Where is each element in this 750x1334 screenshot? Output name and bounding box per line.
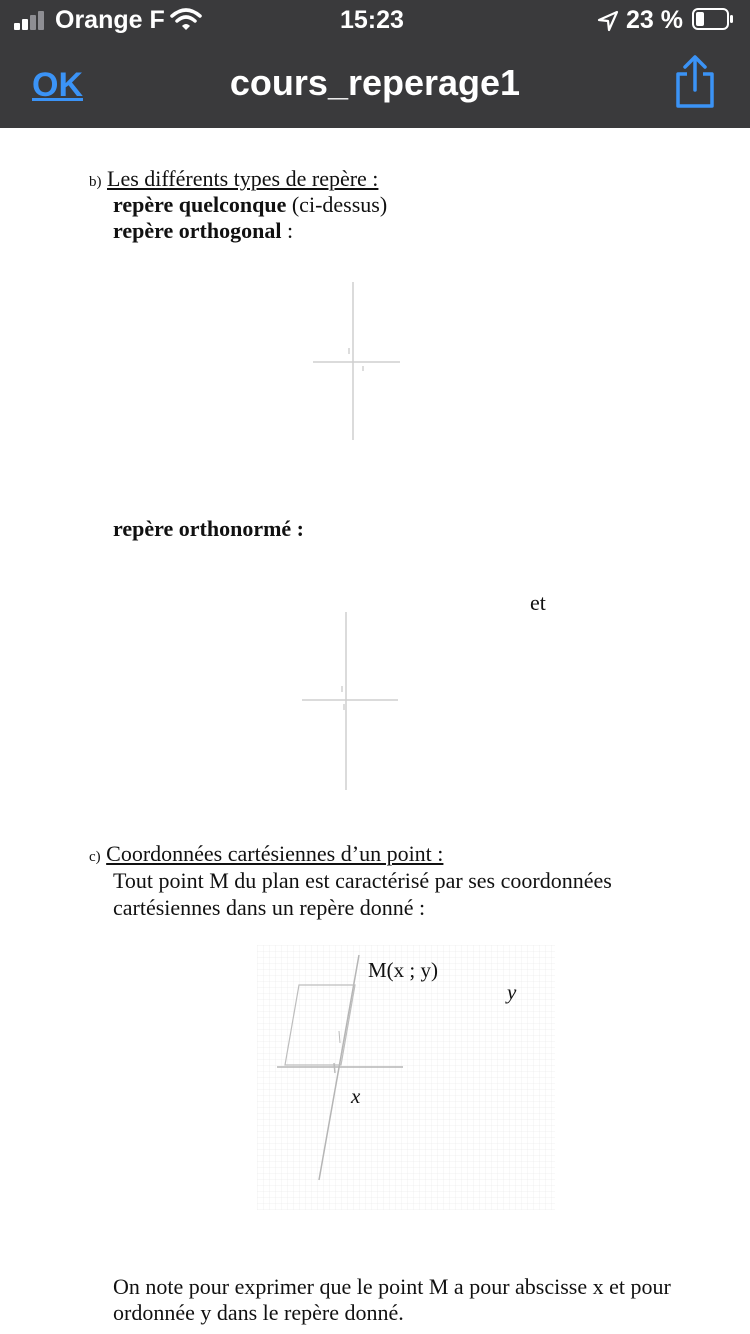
location-arrow-icon: [597, 10, 619, 32]
coordinates-figure: [257, 945, 555, 1210]
status-bar: [0, 0, 750, 40]
clock-time: 15:23: [340, 6, 404, 34]
battery-percentage: 23 %: [626, 6, 683, 34]
section-c-heading: c) Coordonnées cartésiennes d’un point :: [89, 841, 444, 866]
et-label: et: [530, 590, 546, 615]
orthogonal-axes-figure: [308, 278, 404, 443]
share-icon[interactable]: [672, 54, 718, 110]
point-m-label: M(x ; y): [368, 958, 438, 982]
coordinates-text-line2: cartésiennes dans un repère donné :: [113, 895, 426, 920]
repere-quelconque-line: repère quelconque (ci-dessus): [113, 192, 388, 217]
ok-button[interactable]: OK: [32, 66, 83, 104]
navigation-bar: [0, 40, 750, 128]
cellular-signal-icon: [14, 12, 48, 30]
notation-text-line1: On note pour exprimer que le point M a pour abscisse x et pour: [113, 1274, 671, 1299]
notation-text-line2: ordonnée y dans le repère donné.: [113, 1300, 404, 1325]
battery-icon: [692, 8, 734, 30]
repere-orthogonal-line: repère orthogonal :: [113, 218, 294, 243]
repere-orthonorme-label: repère orthonormé :: [113, 516, 305, 541]
figure-x-label: x: [351, 1084, 361, 1108]
coordinates-text-line1: Tout point M du plan est caractérisé par ses coordonnées: [113, 868, 612, 893]
wifi-icon: [170, 8, 202, 32]
orthonormal-axes-figure: [300, 608, 402, 793]
carrier-name: Orange F: [55, 6, 165, 34]
section-b-heading: b) Les différents types de repère :: [89, 166, 379, 191]
document-title: cours_reperage1: [229, 62, 521, 103]
figure-y-label: y: [507, 980, 517, 1004]
document-page: [0, 128, 750, 1334]
